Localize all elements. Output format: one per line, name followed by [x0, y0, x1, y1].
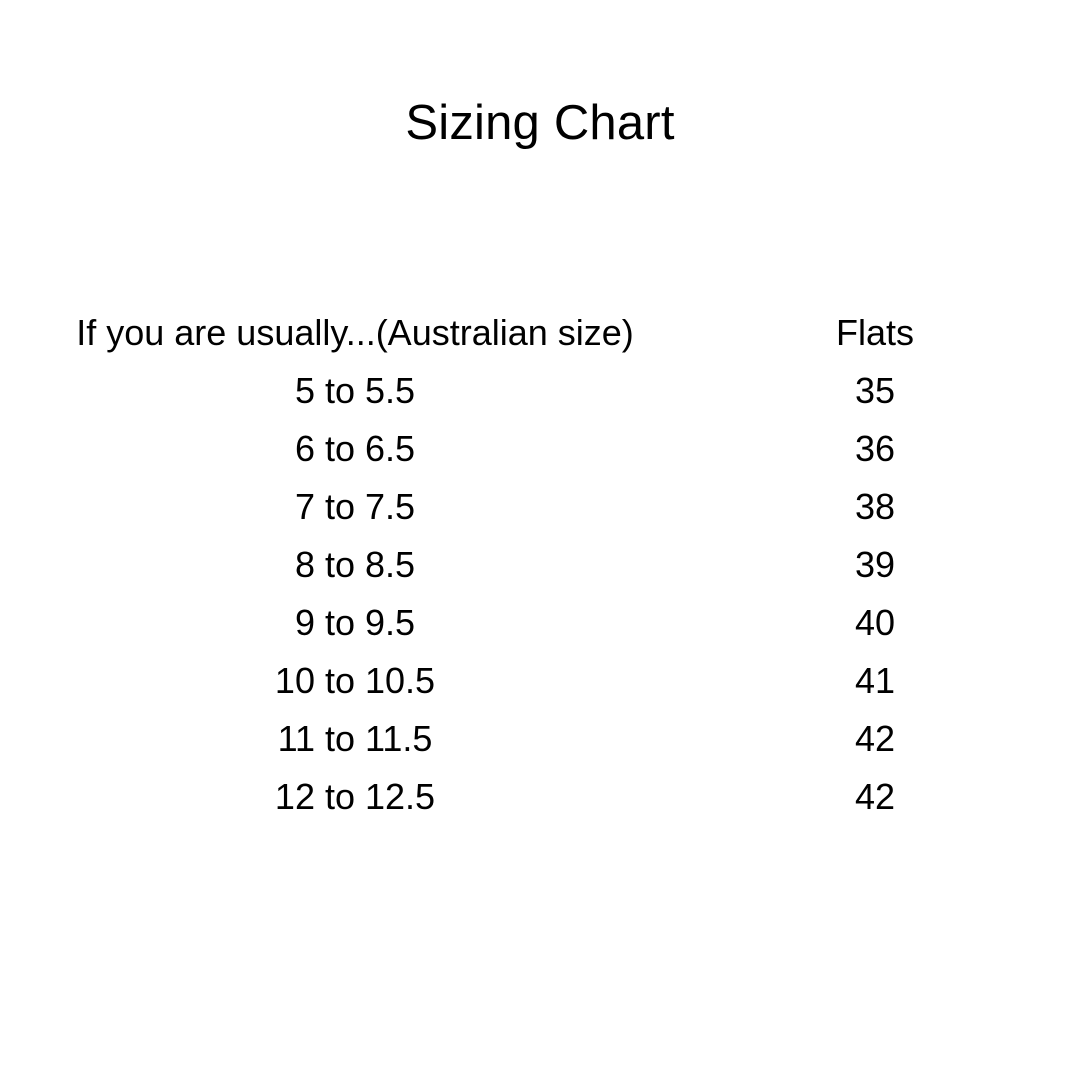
table-row	[0, 602, 1080, 660]
cell-flats: 36	[854, 428, 896, 469]
table-row	[0, 660, 1080, 718]
page-title: Sizing Chart	[405, 96, 675, 150]
cell-size: 10 to 10.5	[274, 660, 436, 701]
table-row	[0, 428, 1080, 486]
cell-flats: 42	[854, 718, 896, 759]
table-row	[0, 544, 1080, 602]
table-header-row	[0, 312, 1080, 370]
table-row	[0, 718, 1080, 776]
cell-size: 12 to 12.5	[274, 776, 436, 817]
cell-flats: 41	[854, 660, 896, 701]
table-row	[0, 776, 1080, 834]
table-row	[0, 370, 1080, 428]
cell-flats: 42	[854, 776, 896, 817]
sizing-table	[0, 312, 1080, 834]
cell-flats: 35	[854, 370, 896, 411]
cell-size: 8 to 8.5	[294, 544, 416, 585]
cell-size: 6 to 6.5	[294, 428, 416, 469]
header-flats-column: Flats	[835, 312, 914, 353]
table-row	[0, 486, 1080, 544]
cell-size: 7 to 7.5	[294, 486, 416, 527]
cell-size: 9 to 9.5	[294, 602, 416, 643]
cell-flats: 38	[854, 486, 896, 527]
cell-flats: 39	[854, 544, 896, 585]
cell-size: 11 to 11.5	[277, 718, 433, 759]
header-size-column: If you are usually...(Australian size)	[76, 312, 634, 353]
cell-size: 5 to 5.5	[294, 370, 416, 411]
cell-flats: 40	[854, 602, 896, 643]
